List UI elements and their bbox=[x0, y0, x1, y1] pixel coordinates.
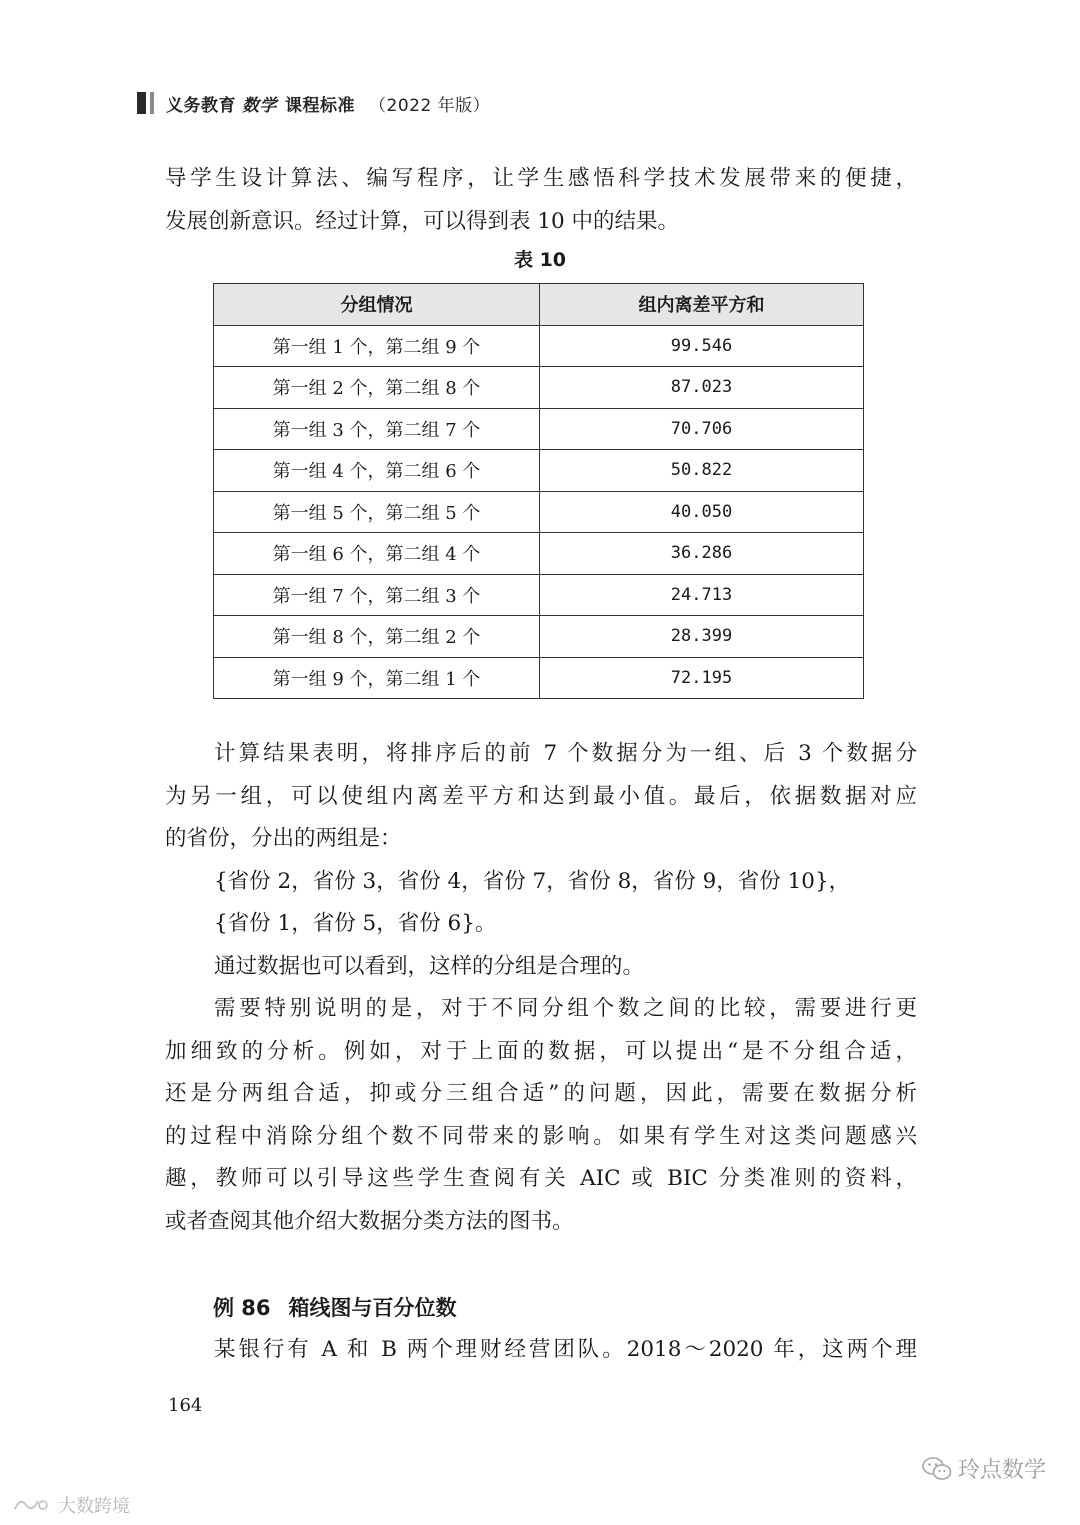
grouping-cell: 第一组 5 个，第二组 5 个 bbox=[214, 491, 540, 533]
grouping-cell: 第一组 9 个，第二组 1 个 bbox=[214, 657, 540, 699]
book-suffix: 课程标准 bbox=[285, 95, 355, 116]
watermark-left-text: 大数跨境 bbox=[58, 1496, 130, 1517]
running-header bbox=[137, 90, 490, 116]
watermark-right-text: 玲点数学 bbox=[957, 1458, 1046, 1483]
table-row bbox=[214, 574, 864, 616]
grouping-cell: 第一组 3 个，第二组 7 个 bbox=[214, 408, 540, 450]
table-row bbox=[214, 450, 864, 492]
body-line: 或者查阅其他介绍大数据分类方法的图书。 bbox=[165, 1208, 574, 1234]
table-header-row bbox=[214, 284, 864, 326]
intro-line: 发展创新意识。经过计算，可以得到表 10 中的结果。 bbox=[165, 208, 680, 234]
body-line: 还是分两组合适，抑或分三组合适”的问题，因此，需要在数据分析 bbox=[165, 1081, 917, 1106]
header-bars-decoration bbox=[137, 92, 154, 114]
book-title bbox=[166, 91, 490, 116]
intro-paragraph bbox=[165, 158, 917, 243]
sum-of-squares-cell: 36.286 bbox=[540, 533, 864, 575]
grouping-cell: 第一组 1 个，第二组 9 个 bbox=[214, 325, 540, 367]
column-header-grouping: 分组情况 bbox=[214, 284, 540, 326]
table-row bbox=[214, 616, 864, 658]
sum-of-squares-cell: 40.050 bbox=[540, 491, 864, 533]
book-prefix: 义务教育 bbox=[166, 95, 236, 116]
sum-of-squares-cell: 99.546 bbox=[540, 325, 864, 367]
body-line: 加细致的分析。例如，对于上面的数据，可以提出“是不分组合适， bbox=[165, 1038, 917, 1064]
group-one-set: {省份 2，省份 3，省份 4，省份 7，省份 8，省份 9，省份 10}， bbox=[214, 868, 851, 894]
sum-of-squares-cell: 72.195 bbox=[540, 657, 864, 699]
table-title: 表 10 bbox=[513, 249, 567, 271]
table-row bbox=[214, 533, 864, 575]
logo-icon bbox=[12, 1495, 52, 1515]
sum-of-squares-cell: 87.023 bbox=[540, 367, 864, 409]
sum-of-squares-cell: 70.706 bbox=[540, 408, 864, 450]
watermark-right bbox=[922, 1453, 1046, 1484]
results-table bbox=[213, 283, 864, 699]
body-line: 的省份，分出的两组是： bbox=[165, 826, 402, 851]
grouping-cell: 第一组 6 个，第二组 4 个 bbox=[214, 533, 540, 575]
table-row bbox=[214, 491, 864, 533]
example-heading bbox=[213, 1292, 457, 1322]
column-header-sum-of-squares: 组内离差平方和 bbox=[540, 284, 864, 326]
example-title: 箱线图与百分位数 bbox=[288, 1296, 457, 1320]
body-line: 需要特别说明的是，对于不同分组个数之间的比较，需要进行更 bbox=[214, 996, 917, 1021]
body-line: 的过程中消除分组个数不同带来的影响。如果有学生对这类问题感兴 bbox=[165, 1123, 917, 1149]
table-row bbox=[214, 657, 864, 699]
grouping-cell: 第一组 4 个，第二组 6 个 bbox=[214, 450, 540, 492]
intro-line: 导学生设计算法、编写程序，让学生感悟科学技术发展带来的便捷， bbox=[165, 166, 917, 191]
example-paragraph bbox=[165, 1329, 917, 1372]
reasonable-statement: 通过数据也可以看到，这样的分组是合理的。 bbox=[214, 953, 645, 979]
grouping-cell: 第一组 8 个，第二组 2 个 bbox=[214, 616, 540, 658]
page-number: 164 bbox=[168, 1395, 203, 1416]
example-number: 例 86 bbox=[213, 1296, 271, 1320]
table-row bbox=[214, 408, 864, 450]
body-line: 趣，教师可以引导这些学生查阅有关 AIC 或 BIC 分类准则的资料， bbox=[165, 1166, 917, 1191]
grouping-cell: 第一组 7 个，第二组 3 个 bbox=[214, 574, 540, 616]
watermark-left bbox=[12, 1492, 130, 1518]
group-two-set: {省份 1，省份 5，省份 6}。 bbox=[214, 911, 497, 936]
book-edition: （2022 年版） bbox=[369, 95, 491, 116]
book-subject: 数学 bbox=[242, 95, 277, 116]
body-line: 为另一组，可以使组内离差平方和达到最小值。最后，依据数据对应 bbox=[165, 783, 917, 809]
wechat-icon bbox=[922, 1456, 952, 1482]
grouping-cell: 第一组 2 个，第二组 8 个 bbox=[214, 367, 540, 409]
table-row bbox=[214, 367, 864, 409]
sum-of-squares-cell: 24.713 bbox=[540, 574, 864, 616]
result-paragraph bbox=[165, 733, 917, 1243]
body-line: 某银行有 A 和 B 两个理财经营团队。2018～2020 年，这两个理 bbox=[214, 1337, 917, 1362]
sum-of-squares-cell: 50.822 bbox=[540, 450, 864, 492]
table-row bbox=[214, 325, 864, 367]
sum-of-squares-cell: 28.399 bbox=[540, 616, 864, 658]
body-line: 计算结果表明，将排序后的前 7 个数据分为一组、后 3 个数据分 bbox=[214, 741, 917, 766]
